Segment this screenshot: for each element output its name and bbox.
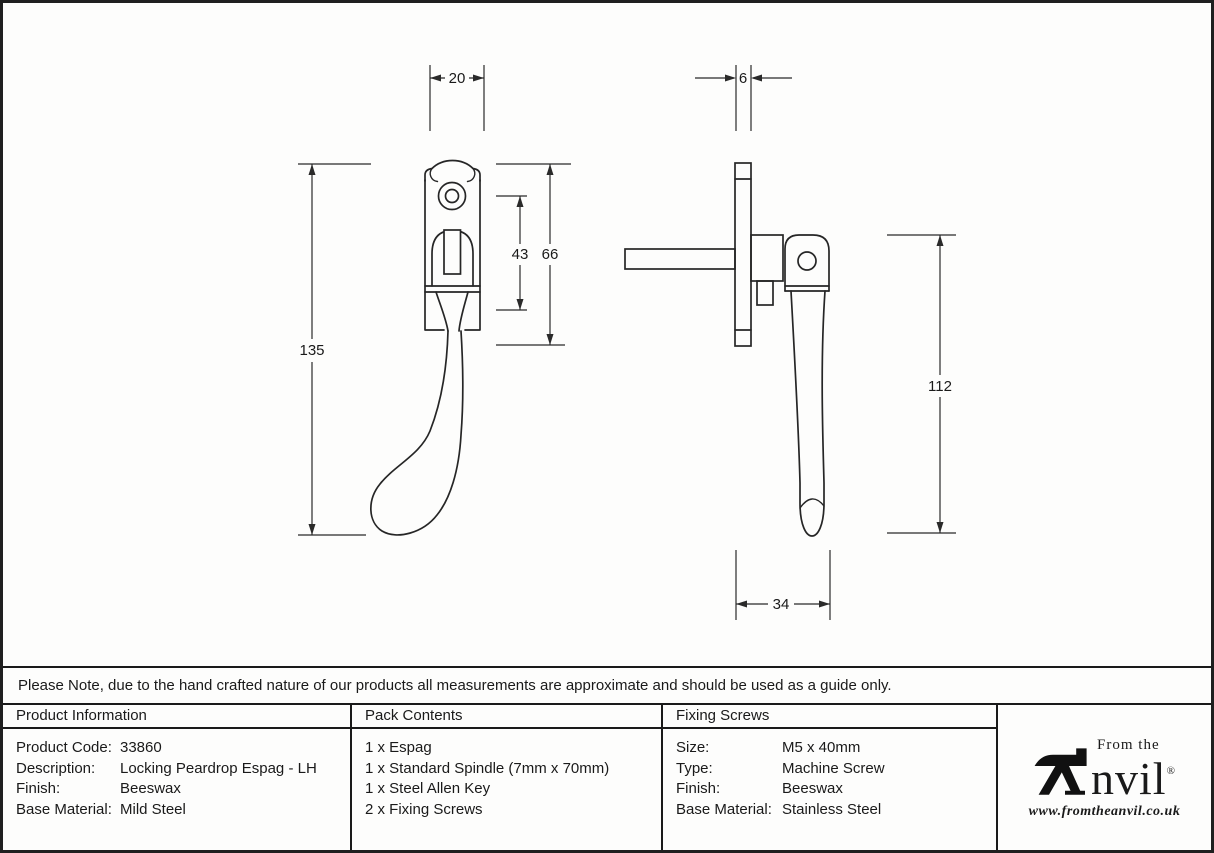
pack-item: 1 x Steel Allen Key bbox=[365, 780, 491, 797]
table-row bbox=[676, 779, 996, 800]
logo-lockup bbox=[1033, 737, 1176, 804]
logo-brand-text bbox=[1091, 753, 1176, 804]
dim-side-projection: 34 bbox=[772, 596, 790, 613]
screw-material-label: Base Material: bbox=[676, 800, 772, 818]
brand-logo bbox=[998, 705, 1211, 852]
dim-front-slot-height: 43 bbox=[511, 246, 529, 263]
table-row bbox=[16, 738, 350, 759]
technical-drawing bbox=[3, 3, 1211, 666]
product-information-header: Product Information bbox=[3, 705, 352, 729]
table-row bbox=[676, 800, 996, 821]
note-text: Please Note, due to the hand crafted nature of our products all measurements are approximate and should be used as a guide only. bbox=[18, 677, 892, 694]
table-row bbox=[16, 759, 350, 780]
finish-value: Beeswax bbox=[120, 780, 181, 797]
screw-size-label: Size: bbox=[676, 739, 710, 756]
table-row bbox=[676, 738, 996, 759]
fixing-screws-cell bbox=[663, 729, 998, 852]
spec-table bbox=[3, 705, 1211, 852]
product-information-cell bbox=[3, 729, 352, 852]
product-code-value: 33860 bbox=[120, 739, 162, 756]
description-value: Locking Peardrop Espag - LH bbox=[120, 759, 317, 777]
logo-brand-suffix: nvil bbox=[1091, 753, 1167, 804]
measurement-note bbox=[3, 666, 1211, 705]
side-view-drawing bbox=[625, 163, 829, 536]
anvil-logo-icon bbox=[1033, 744, 1089, 796]
dim-front-overall-height: 135 bbox=[299, 342, 325, 359]
logo-text-stack bbox=[1091, 737, 1176, 804]
dim-side-overall-drop: 112 bbox=[928, 378, 952, 395]
base-material-value: Mild Steel bbox=[120, 800, 186, 818]
logo-website-url: www.fromtheanvil.co.uk bbox=[1028, 804, 1181, 819]
dim-front-plate-width: 20 bbox=[448, 70, 466, 87]
screw-finish-label: Finish: bbox=[676, 780, 721, 797]
dim-side-plate-thickness: 6 bbox=[738, 70, 748, 87]
front-view-drawing bbox=[371, 160, 480, 534]
finish-label: Finish: bbox=[16, 780, 61, 797]
registered-trademark-symbol: ® bbox=[1166, 765, 1176, 777]
screw-finish-value: Beeswax bbox=[782, 780, 843, 797]
screw-type-label: Type: bbox=[676, 759, 713, 777]
pack-contents-header: Pack Contents bbox=[352, 705, 663, 729]
dimension-arrowheads bbox=[309, 75, 944, 608]
pack-item: 1 x Espag bbox=[365, 739, 432, 756]
fixing-screws-header: Fixing Screws bbox=[663, 705, 998, 729]
table-row bbox=[676, 759, 996, 780]
pack-item: 1 x Standard Spindle (7mm x 70mm) bbox=[365, 759, 610, 777]
base-material-label: Base Material: bbox=[16, 800, 112, 818]
pack-item: 2 x Fixing Screws bbox=[365, 800, 483, 818]
dimension-lines bbox=[298, 65, 956, 620]
dimension-labels bbox=[299, 70, 951, 613]
pack-contents-cell bbox=[352, 729, 663, 852]
dim-front-plate-height: 66 bbox=[541, 246, 559, 263]
table-row bbox=[16, 779, 350, 800]
screw-size-value: M5 x 40mm bbox=[782, 739, 861, 756]
screw-material-value: Stainless Steel bbox=[782, 800, 882, 818]
product-code-label: Product Code: bbox=[16, 739, 112, 756]
logo-tagline: From the bbox=[1097, 737, 1160, 753]
screw-type-value: Machine Screw bbox=[782, 759, 885, 777]
table-row bbox=[16, 800, 350, 821]
espag-drawing-svg bbox=[3, 3, 1211, 666]
description-label: Description: bbox=[16, 759, 96, 777]
